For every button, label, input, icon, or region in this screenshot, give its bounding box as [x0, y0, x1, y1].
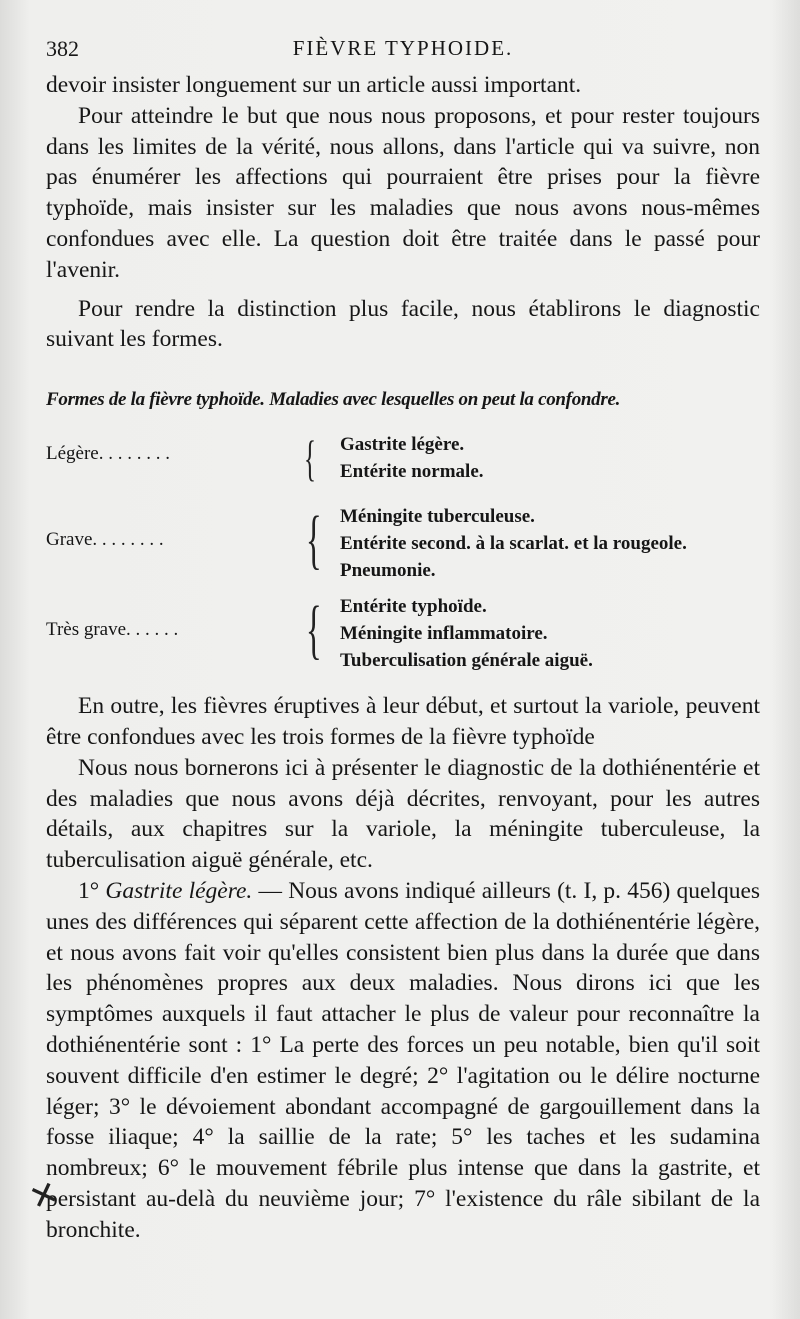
disease-item: Méningite inflammatoire.	[340, 623, 548, 645]
page-number: 382	[46, 36, 79, 61]
disease-item: Méningite tuberculeuse.	[340, 506, 535, 528]
disease-list	[340, 431, 760, 485]
page-header	[46, 28, 760, 70]
paragraph-scope: Nous nous bornerons ici à présenter le diagnostic de la dothiénentérie et des maladies que nous avons déjà décrites, renvoyant, pour les autres détails, aux chapitres sur la variole, la méningite tuberculeuse, la tuberculisation aiguë générale, etc.	[46, 754, 760, 874]
brace: {	[304, 430, 316, 487]
paragraph-eruptive-fevers: En outre, les fièvres éruptives à leur début, et surtout la variole, peuvent être confondues avec les trois formes de la fièvre typhoïde	[46, 693, 760, 750]
table-row-legere	[46, 431, 760, 503]
paragraph-aim: Pour atteindre le but que nous nous proposons, et pour rester toujours dans les limites de la vérité, nous allons, dans l'article qui va suivre, non pas énumérer les affections qui pourraient être prises pour la fièvre typhoïde, mais insister sur les maladies que nous avons nous-mêmes confondues avec elle. La question doit être traitée dans le passé pour l'avenir.	[46, 102, 760, 283]
paragraph-gastrite	[46, 876, 760, 1246]
disease-item: Entérite second. à la scarlat. et la rougeole.	[340, 533, 687, 555]
disease-item: Entérite typhoïde.	[340, 596, 487, 618]
paragraph-distinction: Pour rendre la distinction plus facile, nous établirons le diagnostic suivant les formes.	[46, 295, 760, 353]
disease-item: Pneumonie.	[340, 560, 436, 582]
disease-item: Tuberculisation générale aiguë.	[340, 650, 593, 672]
disease-item: Gastrite légère.	[340, 434, 465, 456]
form-name: Très grave. . . . . .	[46, 619, 179, 641]
disease-list	[340, 593, 760, 674]
section-number: 1°	[78, 877, 100, 904]
margin-annotation-mark: ✕	[24, 1174, 65, 1219]
form-name: Grave. . . . . . . .	[46, 529, 164, 551]
continuation-line: devoir insister longuement sur un article aussi important.	[46, 72, 582, 98]
table-header	[46, 389, 760, 411]
table-col2-header: Maladies avec lesquelles on peut la confondre.	[269, 389, 621, 411]
brace: {	[305, 503, 322, 577]
running-title: FIÈVRE TYPHOIDE.	[292, 36, 514, 60]
table-col1-header: Formes de la fièvre typhoïde.	[46, 389, 265, 411]
form-name: Légère. . . . . . . .	[46, 443, 170, 465]
table-row-grave	[46, 503, 760, 593]
section-title: Gastrite légère.	[105, 877, 253, 904]
brace: {	[305, 593, 322, 667]
table-row-tres-grave	[46, 593, 760, 691]
disease-item: Entérite normale.	[340, 461, 484, 483]
section-text: — Nous avons indiqué ailleurs (t. I, p. 456) quelques unes des différences qui séparent cette affection de la dothiénentérie légère, et nous avons fait voir qu'elles consistent bien plus dans la durée que dans les phénomènes propres aux deux maladies. Nous dirons ici que les symptômes auxquels il faut attacher le plus de valeur pour reconnaître la dothiénentérie sont : 1° La perte des forces un peu notable, bien qu'il soit souvent difficile d'en estimer le degré; 2° l'agitation ou le délire nocturne léger; 3° le dévoiement abondant accompagné de gargouillement dans la fosse iliaque; 4° la saillie de la rate; 5° les taches et les sudamina nombreux; 6° le mouvement fébrile plus intense que dans la gastrite, et persistant au-delà du neuvième jour; 7° l'existence du râle sibilant de la bronchite.	[46, 877, 761, 1243]
disease-list	[340, 503, 760, 584]
